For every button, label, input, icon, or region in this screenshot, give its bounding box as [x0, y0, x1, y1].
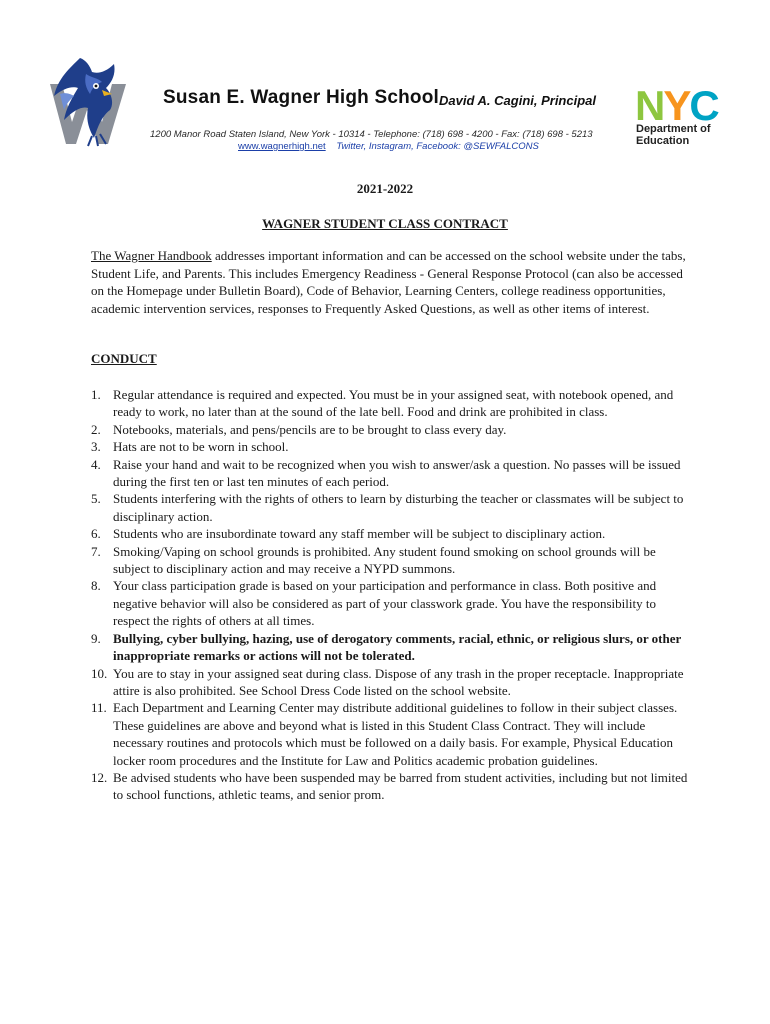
item-text: You are to stay in your assigned seat during class. Dispose of any trash in the proper receptacle. Inappropriate attire is also prohibited. See School Dress Code listed on the school website.	[113, 665, 684, 698]
list-item	[91, 630, 691, 665]
item-number: 5.	[91, 491, 101, 507]
conduct-rules-list	[91, 386, 691, 804]
list-item	[91, 699, 691, 769]
school-address: 1200 Manor Road Staten Island, New York - 10314 - Telephone: (718) 698 - 4200 - Fax: (718) 698 - 5213	[150, 129, 593, 140]
list-item	[91, 665, 691, 700]
school-name: Susan E. Wagner High School	[163, 87, 440, 108]
social-handles: Twitter, Instagram, Facebook: @SEWFALCONS	[336, 141, 539, 152]
list-item	[91, 490, 691, 525]
item-text: Regular attendance is required and expected. You must be in your assigned seat, with notebook opened, and ready to work, no later than at the sound of the late bell. Food and drink are prohibited in class.	[113, 387, 674, 420]
item-number: 2.	[91, 421, 101, 437]
item-number: 6.	[91, 526, 101, 542]
item-text: Students interfering with the rights of others to learn by disturbing the teacher or classmates will be subject to disciplinary action.	[113, 491, 684, 524]
item-text: Smoking/Vaping on school grounds is prohibited. Any student found smoking on school grounds will be subject to disciplinary action and may receive a NYPD summons.	[113, 543, 656, 577]
item-number: 7.	[91, 543, 101, 559]
item-number: 8.	[91, 578, 101, 594]
item-number: 9.	[91, 630, 101, 646]
list-item	[91, 543, 691, 578]
list-item	[91, 525, 691, 542]
item-number: 10.	[91, 665, 108, 681]
item-number: 3.	[91, 439, 101, 455]
school-year: 2021-2022	[356, 181, 414, 196]
contact-links	[238, 141, 539, 152]
item-text: Students who are insubordinate toward any staff member will be subject to disciplinary action.	[113, 526, 606, 542]
svg-text:NYC: NYC	[635, 84, 718, 124]
item-number: 11.	[91, 700, 107, 716]
list-item	[91, 769, 691, 804]
item-text: Notebooks, materials, and pens/pencils are to be brought to class every day.	[113, 421, 507, 437]
principal-name: David A. Cagini, Principal	[439, 93, 596, 108]
document-title: WAGNER STUDENT CLASS CONTRACT	[262, 216, 508, 231]
list-item	[91, 386, 691, 421]
conduct-heading: CONDUCT	[91, 351, 157, 366]
list-item	[91, 438, 691, 455]
intro-text: addresses important information and can be accessed on the school website under the tabs, Student Life, and Parents. This includes Emergency Readiness - General Response Protocol (can also be accessed on the Homepage under Bulletin Board), Code of Behavior, Learning Centers, college readiness opportunities, academic intervention services, responses to Frequently Asked Questions, as well as other items of interest.	[91, 248, 686, 316]
list-item	[91, 577, 691, 629]
item-number: 1.	[91, 387, 101, 402]
item-text: Bullying, cyber bullying, hazing, use of derogatory comments, racial, ethnic, or religious slurs, or other inappropriate remarks or actions will not be tolerated.	[113, 630, 682, 664]
item-number: 12.	[91, 769, 108, 785]
item-text: Each Department and Learning Center may distribute additional guidelines to follow in their subject classes. These guidelines are above and beyond what is listed in this Student Class Contract. They will include necessary routines and protocols which must be followed on a daily basis. For example, Physical Education locker room procedures and the Institute for Law and Politics academic probation guidelines.	[113, 700, 678, 768]
handbook-reference: The Wagner Handbook	[91, 248, 212, 263]
item-text: Raise your hand and wait to be recognized when you wish to answer/ask a question. No passes will be issued during the first ten or last ten minutes of each period.	[113, 456, 681, 490]
intro-paragraph	[91, 247, 691, 317]
list-item	[91, 456, 691, 491]
item-text: Hats are not to be worn in school.	[113, 439, 289, 455]
item-text: Be advised students who have been suspended may be barred from student activities, including but not limited to school functions, athletic teams, and senior prom.	[113, 769, 688, 803]
doe-line-1: Department of	[636, 123, 711, 135]
item-text: Your class participation grade is based on your participation and performance in class. Both positive and negative behavior will also be considered as part of your classwork grade. You have the responsibility to respect the rights of others at all times.	[113, 578, 657, 629]
falcon-logo-icon	[36, 48, 142, 148]
doe-line-2: Education	[636, 135, 690, 147]
nyc-logo-icon	[635, 84, 737, 124]
item-number: 4.	[91, 456, 101, 472]
list-item	[91, 421, 691, 438]
website-link[interactable]: www.wagnerhigh.net	[238, 141, 326, 152]
